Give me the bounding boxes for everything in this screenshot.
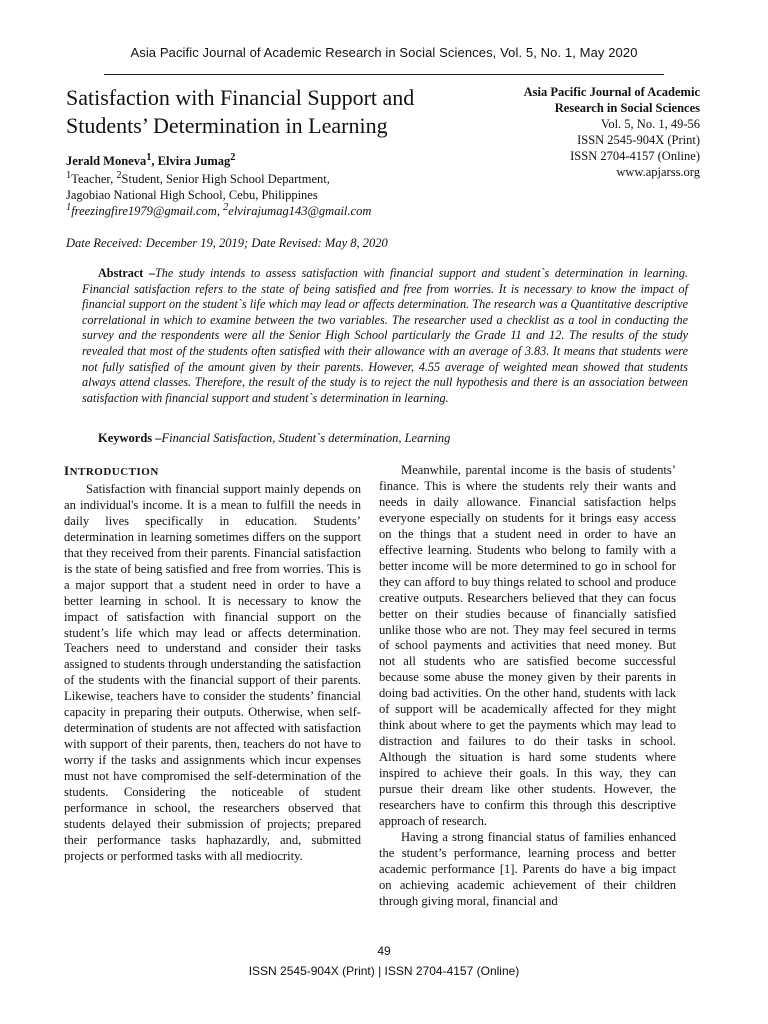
keywords-label: Keywords –: [98, 431, 162, 445]
abstract-label: Abstract –: [98, 266, 155, 280]
email-sup-2: 2: [223, 202, 229, 213]
journal-issn-online: ISSN 2704-4157 (Online): [570, 149, 700, 163]
intro-paragraph-2: Meanwhile, parental income is the basis of students’ finance. This is where the students rely their wants and needs in daily allowance. Financial satisfaction helps everyone especially on students for it brings easy access on the things that a student need in order to have an effective learning. Students who belong to family with a better income will be more determined to go in school for they can afford to buy things related to school and produce creative outputs. Researchers believed that they can focus better on their studies because of financially satisfied unlike those who are not. They may feel secured in terms of school payments and activities that need money. But not all students who are satisfied become successful because some abuse the money given by their parents in doing bad activities. On the other hand, students with lack of support will be academically affected for they might think about where to get the payments which may lead to distraction and failures to do their tasks in school. Although the situation is hard some students where inspired to achieve their goals. In this way, they can pursue their dream like other students. However, the researchers have to confirm this through this descriptive approach of research.: [379, 463, 676, 828]
author-sup-2: 2: [230, 152, 236, 163]
author-sup-1: 1: [146, 152, 152, 163]
author-name-2: Elvira Jumag: [157, 154, 231, 169]
running-head: Asia Pacific Journal of Academic Research in Social Sciences, Vol. 5, No. 1, May 2020: [130, 45, 638, 60]
email-2: elvirajumag143@gmail.com: [228, 204, 372, 219]
keywords: [98, 431, 450, 446]
author-name-1: Jerald Moneva: [66, 154, 147, 169]
intro-paragraph-1: Satisfaction with financial support mainly depends on an individual's income. It is a mean to fulfill the needs in daily lives specifically in education. Students’ determination in learning sometimes differs on the support that they received from their parents. Financial satisfaction is the state of being satisfied and free from worries. This is a major support that a student need in order to have a better learning in school. It is necessary to know the impact of satisfaction with financial support on the student’s life which may lead or affects determination. Teachers need to understand and consider their tasks assigned to students through understanding the satisfaction of the students with the financial support of their parents. Likewise, teachers have to consider the students’ financial capacity in preparing their outputs. Otherwise, when self-determination of students are not affected with satisfaction with support of their parents, then, teachers do not have to worry if the tasks and assignments which incur expenses must not have compromised the self-determination of the students. Considering the noticeable of student performance in school, the researchers observed that students delayed their submission of projects; prepared their performance tasks haphazardly, and, submitted projects or performed tasks with all mediocrity.: [64, 481, 361, 863]
header-rule: [104, 74, 664, 75]
submission-dates: Date Received: December 19, 2019; Date Revised: May 8, 2020: [66, 236, 388, 250]
email-1: freezingfire1979@gmail.com,: [71, 204, 224, 219]
abstract: [82, 266, 688, 406]
article-title: Satisfaction with Financial Support and Students’ Determination in Learning: [66, 85, 415, 138]
page-number: 49: [377, 944, 391, 958]
footer-issn: ISSN 2545-904X (Print) | ISSN 2704-4157 (Online): [248, 964, 520, 978]
affil-part-1: Teacher,: [71, 172, 117, 187]
journal-name: Asia Pacific Journal of Academic Research in Social Sciences: [523, 85, 700, 115]
journal-issn-print: ISSN 2545-904X (Print): [577, 133, 700, 147]
affiliation-line-1: [66, 168, 506, 187]
affil-part-2: Student, Senior High School Department,: [121, 172, 330, 187]
affil-sup-1: 1: [66, 170, 72, 181]
intro-paragraph-3: Having a strong financial status of families enhanced the student’s performance, learning process and better academic performance [1]. Parents do have a big impact on achieving academic achievement of their children through giving moral, financial and: [379, 829, 676, 908]
affiliation: [66, 168, 506, 203]
author-emails: [66, 202, 371, 219]
heading-rest: NTRODUCTION: [69, 466, 159, 478]
abstract-text: The study intends to assess satisfaction with financial support and student`s determination in learning. Financial satisfaction refers to the state of being satisfied and free from worries. It is necessary to know the impact of financial support on the student`s life which may lead or affects determination. The research was a Quantitative descriptive correlational in which to examine between the two variables. The researcher used a checklist as a tool in conducting the survey and the respondents were all the Senior High School particularly the Grade 11 and 12. The results of the study revealed that most of the students often satisfied with their allowance with an average of 3.83. It means that students were not fully satisfied of the amount given by their parents. However, 4.55 average of weighted mean showed that students always attend classes. Therefore, the result of the study is to reject the null hypothesis and there is an association between satisfaction with financial support and student`s determination in learning.: [82, 266, 688, 405]
affil-sup-2: 2: [116, 170, 122, 181]
journal-website: www.apjarss.org: [616, 165, 700, 179]
affiliation-line-2: Jagobiao National High School, Cebu, Philippines: [66, 188, 318, 203]
author-list: Jerald Moneva$^1$, Elvira Jumag$^2$: [66, 152, 236, 169]
journal-volume: Vol. 5, No. 1, 49-56: [600, 117, 700, 131]
heading-initial: I: [64, 463, 70, 478]
section-heading-introduction: [64, 463, 361, 481]
left-column: [64, 463, 361, 865]
keywords-text: Financial Satisfaction, Student`s determination, Learning: [161, 431, 451, 445]
right-column: [379, 463, 676, 910]
journal-info: [480, 84, 700, 180]
email-sup-1: 1: [66, 202, 72, 213]
